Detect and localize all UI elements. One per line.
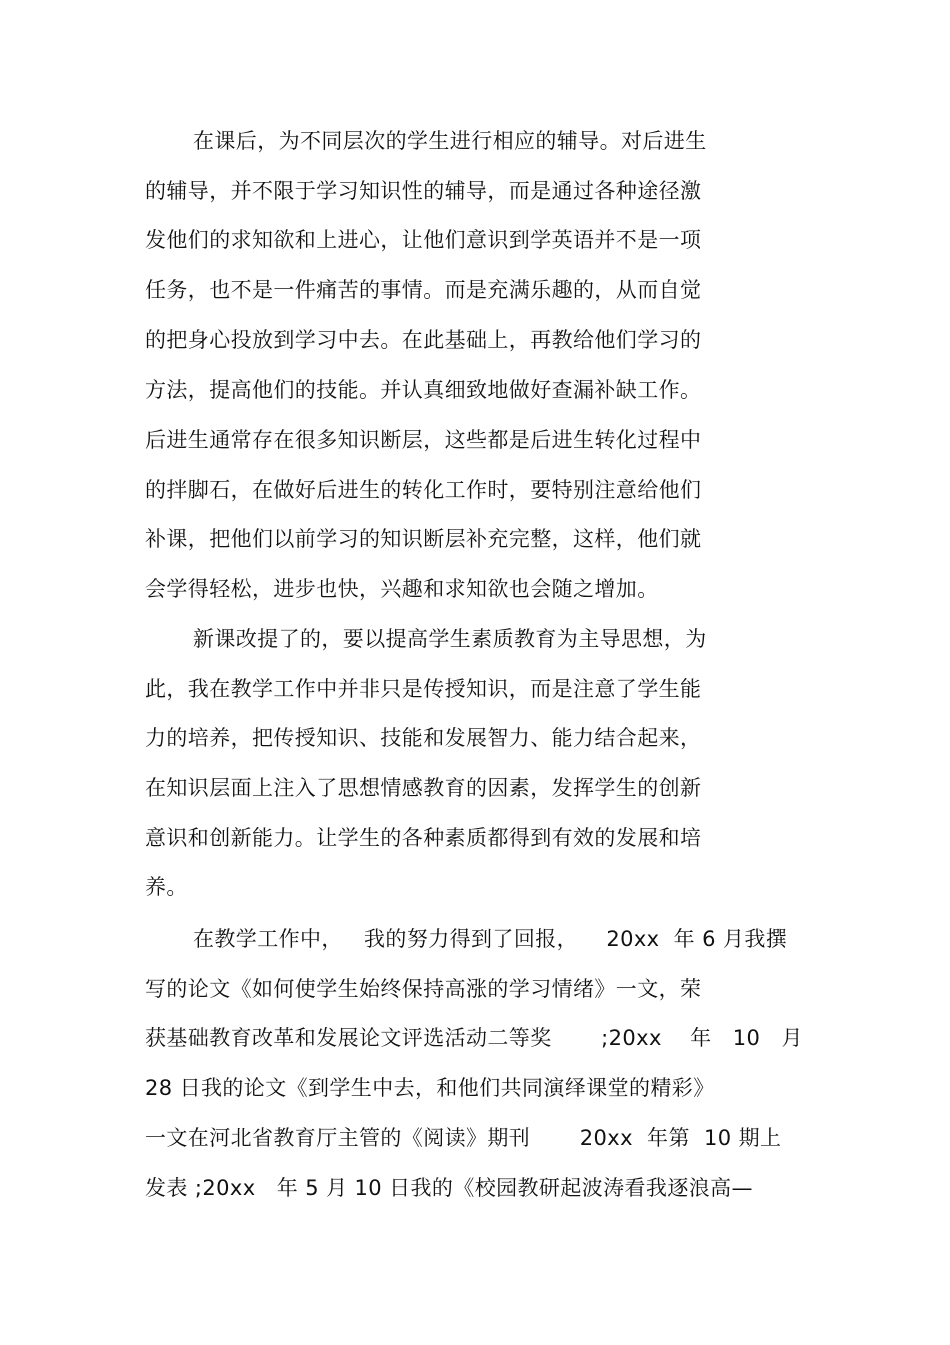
paragraph-1-line-9: 补课，把他们以前学习的知识断层补充完整，这样，他们就: [145, 527, 702, 551]
paragraph-3-line-6: 发表 ;20xx 年 5 月 10 日我的《校园教研起波涛看我逐浪高—: [145, 1176, 753, 1200]
paragraph-1-line-1: 在课后，为不同层次的学生进行相应的辅导。对后进生: [193, 129, 707, 153]
paragraph-1-line-7: 后进生通常存在很多知识断层，这些都是后进生转化过程中: [145, 428, 702, 452]
paragraph-2-line-3: 力的培养，把传授知识、技能和发展智力、能力结合起来，: [145, 726, 702, 750]
paragraph-2-line-1: 新课改提了的，要以提高学生素质教育为主导思想，为: [193, 627, 707, 651]
paragraph-3-line-5: 一文在河北省教育厅主管的《阅读》期刊 20xx 年第 10 期上: [145, 1126, 782, 1150]
paragraph-1-line-8: 的拌脚石，在做好后进生的转化工作时，要特别注意给他们: [145, 478, 702, 502]
paragraph-3-line-3: 获基础教育改革和发展论文评选活动二等奖 ;20xx 年 10 月: [145, 1026, 803, 1050]
paragraph-3-line-1: 在教学工作中， 我的努力得到了回报， 20xx 年 6 月我撰: [193, 927, 788, 951]
paragraph-1-line-3: 发他们的求知欲和上进心，让他们意识到学英语并不是一项: [145, 228, 702, 252]
paragraph-2-line-6: 养。: [145, 875, 188, 899]
paragraph-2-line-5: 意识和创新能力。让学生的各种素质都得到有效的发展和培: [145, 826, 702, 850]
paragraph-1-line-2: 的辅导，并不限于学习知识性的辅导，而是通过各种途径激: [145, 179, 702, 203]
paragraph-2-line-2: 此，我在教学工作中并非只是传授知识，而是注意了学生能: [145, 677, 702, 701]
paragraph-1-line-10: 会学得轻松，进步也快，兴趣和求知欲也会随之增加。: [145, 577, 659, 601]
paragraph-2-line-4: 在知识层面上注入了思想情感教育的因素，发挥学生的创新: [145, 776, 702, 800]
paragraph-1-line-6: 方法，提高他们的技能。并认真细致地做好查漏补缺工作。: [145, 378, 702, 402]
paragraph-3-line-4: 28 日我的论文《到学生中去，和他们共同演绎课堂的精彩》: [145, 1076, 715, 1100]
paragraph-1-line-4: 任务，也不是一件痛苦的事情。而是充满乐趣的，从而自觉: [145, 278, 702, 302]
paragraph-3-line-2: 写的论文《如何使学生始终保持高涨的学习情绪》一文，荣: [145, 977, 702, 1001]
paragraph-1-line-5: 的把身心投放到学习中去。在此基础上，再教给他们学习的: [145, 328, 702, 352]
